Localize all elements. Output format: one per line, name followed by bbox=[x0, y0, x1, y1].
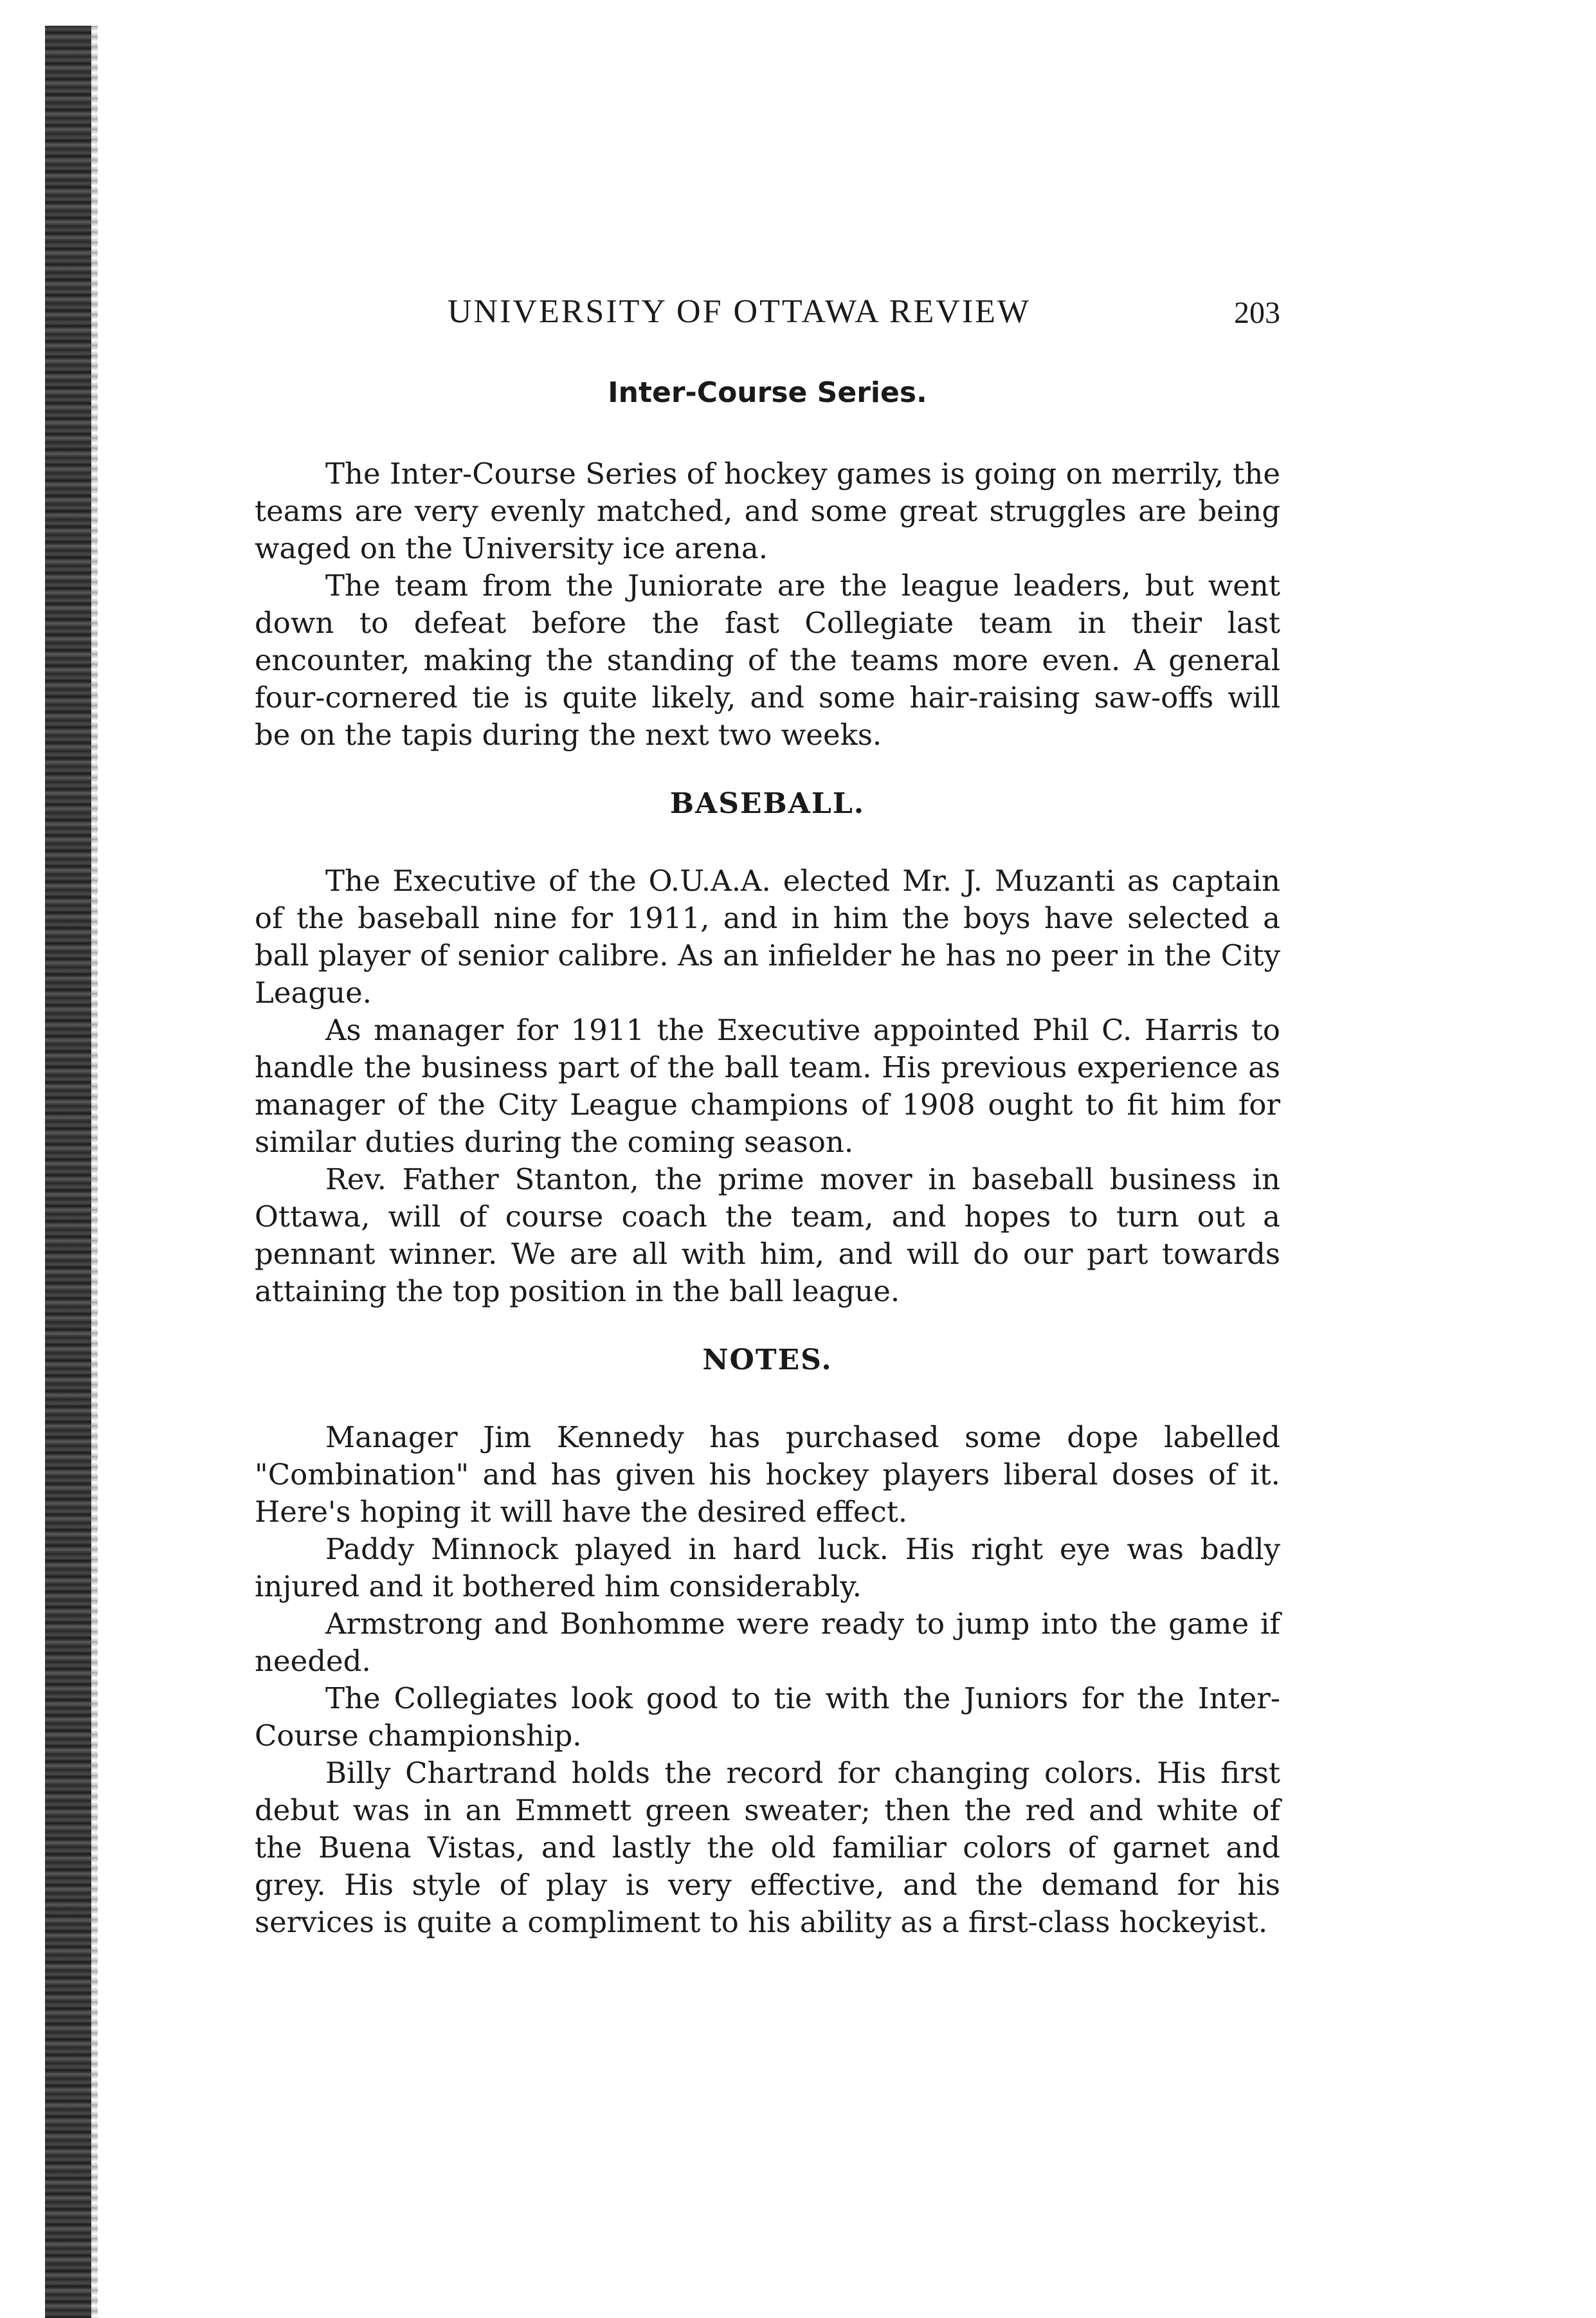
paragraph: As manager for 1911 the Executive appointed Phil C. Harris to handle the business part of the ball team. His previous experience as manager of the City League champions of 1908 ought to fit him for similar duties during the coming season. bbox=[255, 1013, 1280, 1159]
paragraph: Armstrong and Bonhomme were ready to jump into the game if needed. bbox=[255, 1607, 1280, 1678]
running-title: UNIVERSITY OF OTTAWA REVIEW bbox=[448, 293, 1031, 330]
paragraph: Billy Chartrand holds the record for changing colors. His first debut was in an Emmett green sweater; then the red and white of the Buena Vistas, and lastly the old familiar colors of garnet and grey. His style of play is very effective, and the demand for his services is quite a compliment to his ability as a first-class hockeyist. bbox=[255, 1756, 1280, 1939]
paragraph: The team from the Juniorate are the league leaders, but went down to defeat before the fast Collegiate team in their last encounter, making the standing of the teams more even. A general four-cornered tie is quite likely, and some hair-raising saw-offs will be on the tapis during the next two weeks. bbox=[255, 569, 1280, 752]
section-heading-notes: NOTES. bbox=[702, 1344, 833, 1376]
section-heading-baseball: BASEBALL. bbox=[669, 787, 866, 820]
running-header bbox=[255, 293, 1280, 344]
section-heading-inter-course: Inter-Course Series. bbox=[608, 376, 927, 409]
paragraph: The Executive of the O.U.A.A. elected Mr. J. Muzanti as captain of the baseball nine for 1911, and in him the boys have selected a ball player of senior calibre. As an infielder he has no peer in the City League. bbox=[255, 864, 1280, 1010]
scanned-binding-edge bbox=[45, 26, 91, 2318]
paragraph: Paddy Minnock played in hard luck. His right eye was badly injured and it bothered him considerably. bbox=[255, 1532, 1280, 1603]
paragraph: The Collegiates look good to tie with the Juniors for the Inter-Course championship. bbox=[255, 1681, 1280, 1753]
paragraph: The Inter-Course Series of hockey games is going on merrily, the teams are very evenly matched, and some great struggles are being waged on the University ice arena. bbox=[255, 457, 1280, 565]
page-number: 203 bbox=[1234, 296, 1280, 330]
document-page bbox=[255, 293, 1280, 1941]
paragraph: Manager Jim Kennedy has purchased some dope labelled "Combination" and has given his hockey players liberal doses of it. Here's hoping it will have the desired effect. bbox=[255, 1420, 1280, 1529]
paragraph: Rev. Father Stanton, the prime mover in baseball business in Ottawa, will of course coach the team, and hopes to turn out a pennant winner. We are all with him, and will do our part towards attaining the top position in the ball league. bbox=[255, 1162, 1280, 1308]
